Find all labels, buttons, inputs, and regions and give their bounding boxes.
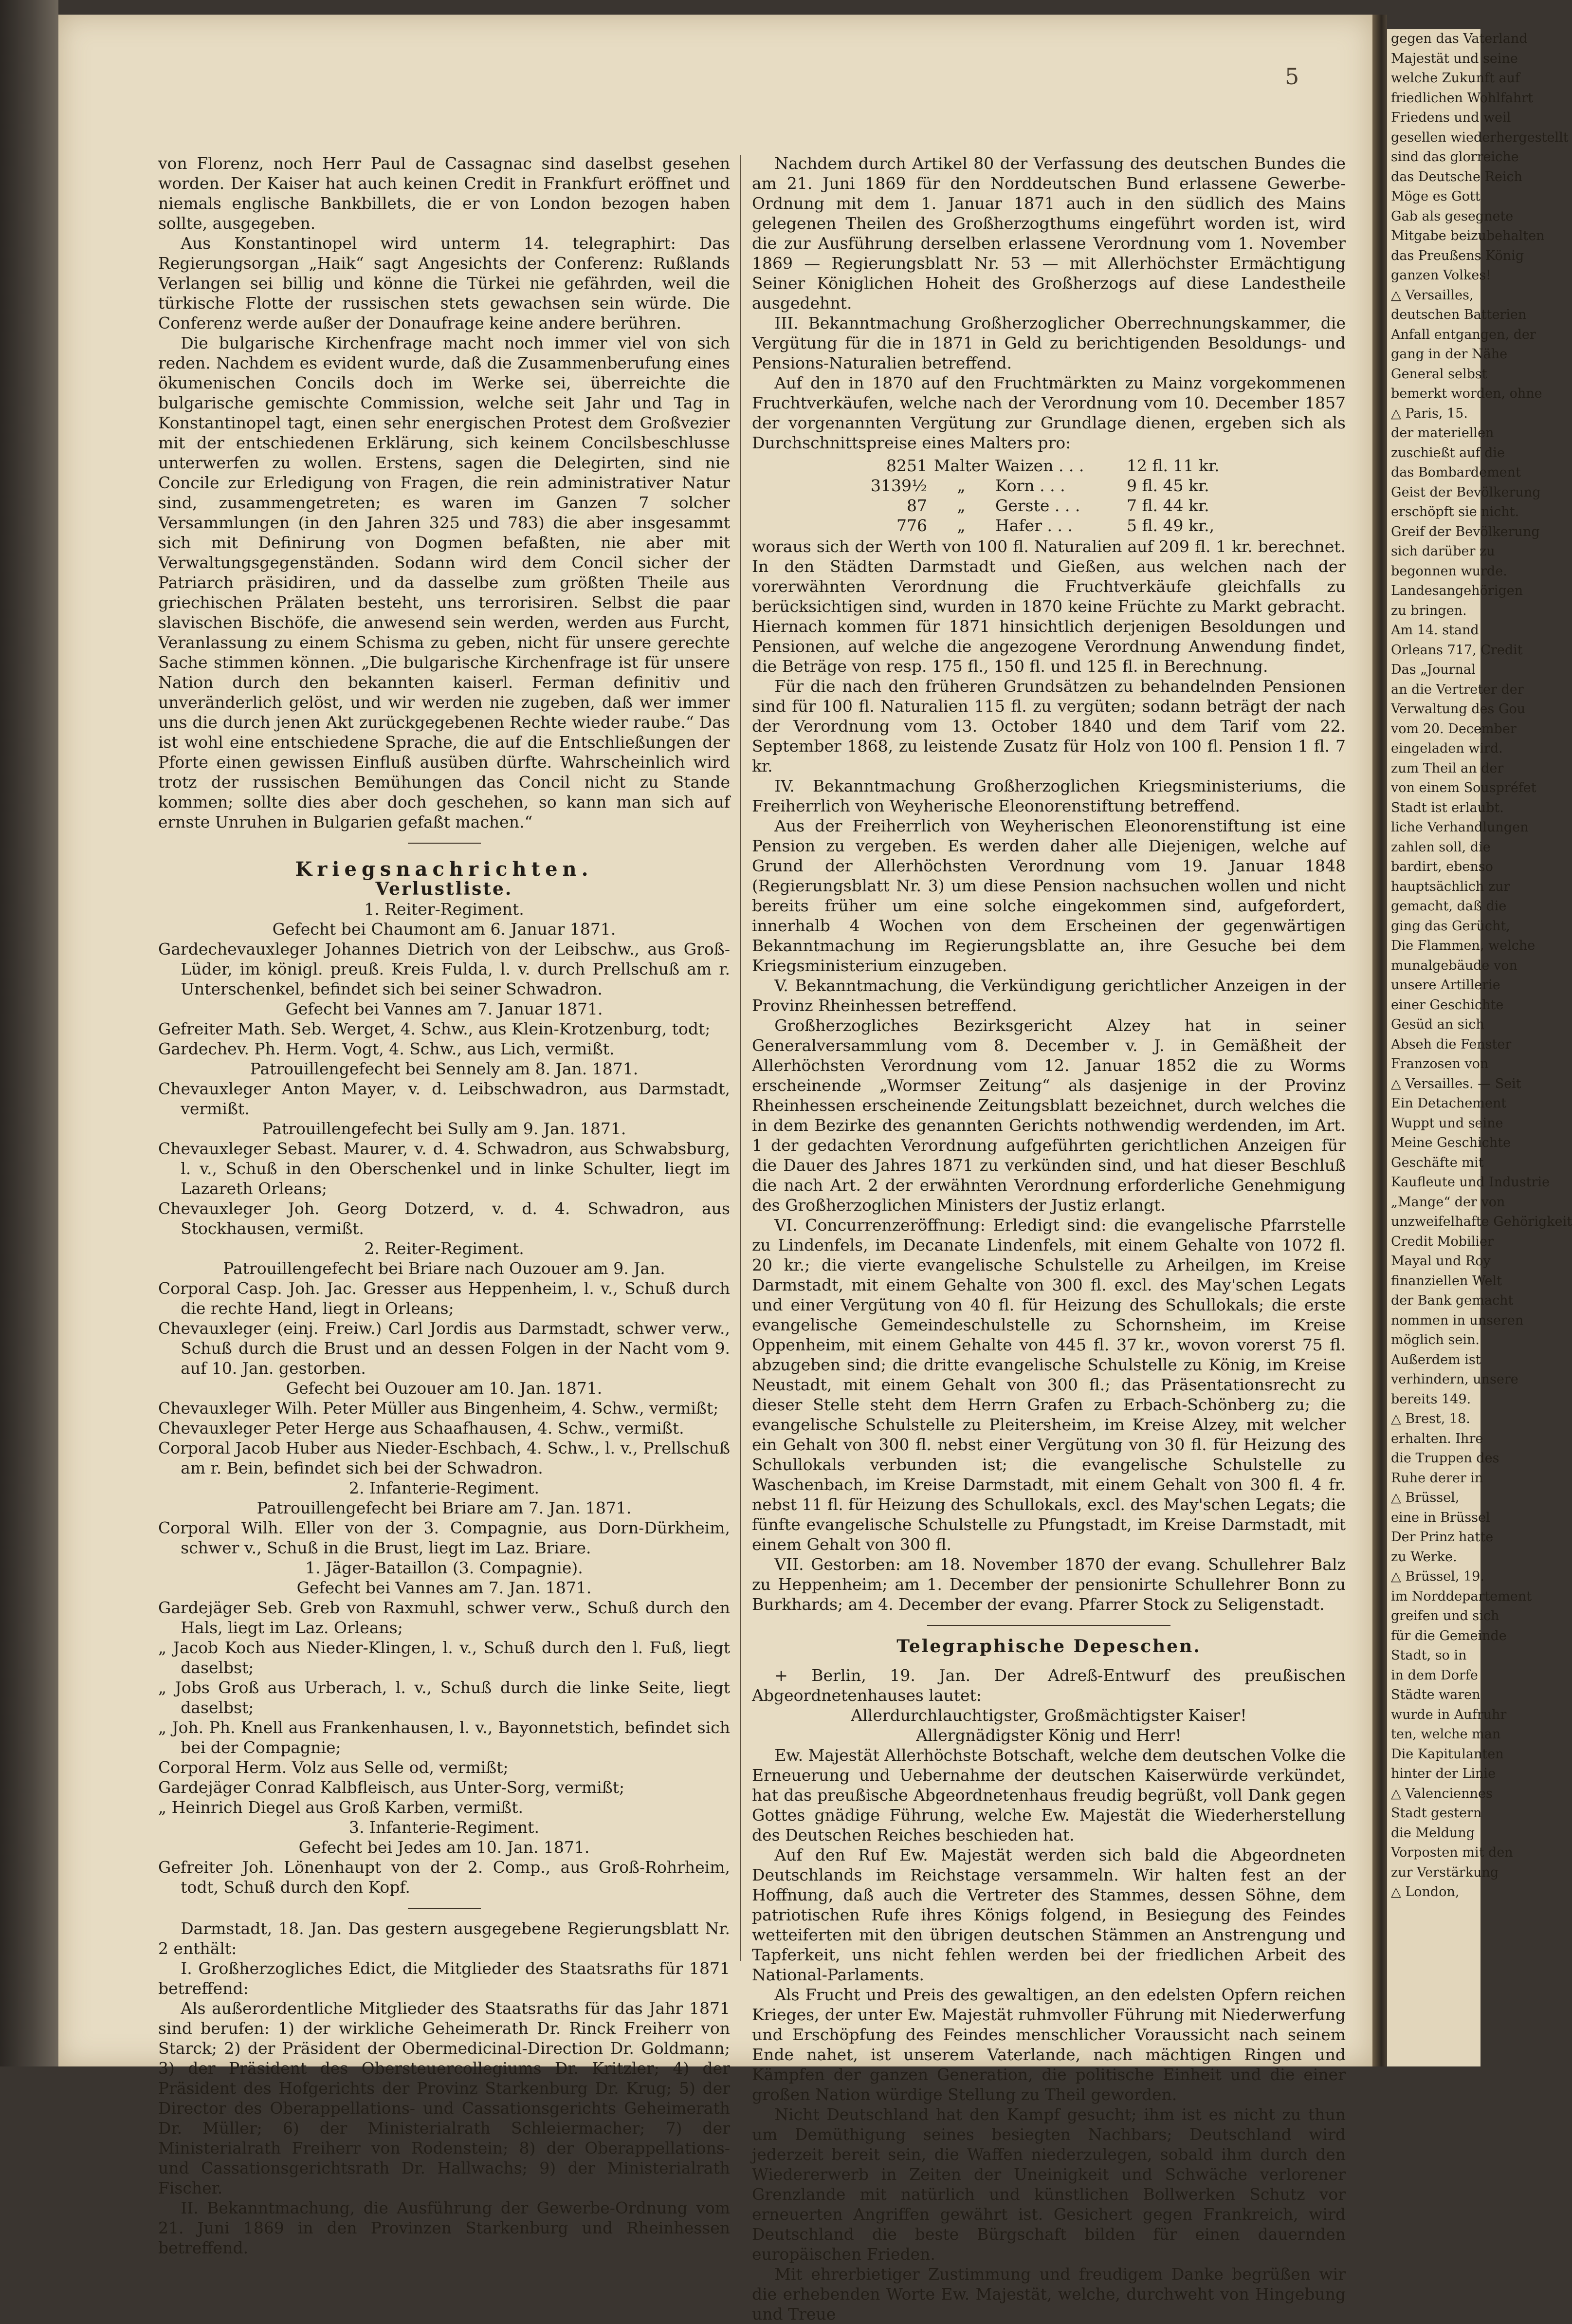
neighbor-line: im Norddepartement [1391, 1588, 1532, 1604]
neighbor-line: Geist der Bevölkerung [1391, 484, 1541, 500]
neighbor-line: General selbst [1391, 366, 1487, 382]
casualty-entry: Corporal Jacob Huber aus Nieder-Eschbach, 4. Schw., l. v., Prellschuß am r. Bein, befindet sich bei der Schwadron. [158, 1439, 730, 1477]
neighbor-line: zur Verstärkung [1391, 1864, 1499, 1880]
neighbor-line: Geschäfte mit [1391, 1155, 1484, 1170]
neighbor-line: Die Flammen, welche [1391, 938, 1535, 953]
casualty-list [158, 1498, 730, 1558]
neighbor-line: Wuppt und seine [1391, 1115, 1503, 1131]
neighbor-line: zu Werke. [1391, 1549, 1457, 1565]
telegraph-heading: Telegraphische Depeschen. [896, 1636, 1201, 1657]
neighbor-line: Friedens und weil [1391, 110, 1511, 125]
right-column [752, 153, 1346, 2324]
section-divider [408, 1908, 481, 1909]
neighbor-line: Verwaltung des Gou [1391, 701, 1526, 717]
price-grain: Korn . . . [995, 476, 1065, 495]
paragraph: Auf den Ruf Ew. Majestät werden sich bald die Abgeordneten Deutschlands im Reichstage versammeln. Wir halten fest an der Hoffnung, daß auch die Vertreter des Stammes, dessen Söhne, dem patriotischen Rufe ihres Königs folgend, in Besiegung des Feindes wetteiferten mit den übrigen deutschen Stämmen an Anstrengung und Tapferkeit, uns nicht fehlen werden bei der friedlichen Arbeit des National-Parlaments. [752, 1845, 1346, 1984]
casualty-entry: Chevauxleger Wilh. Peter Müller aus Bingenheim, 4. Schw., vermißt; [158, 1399, 719, 1418]
casualty-list [158, 1837, 730, 1897]
paragraph: Als Frucht und Preis des gewaltigen, an den edelsten Opfern reichen Krieges, der unter Ew. Majestät ruhmvoller Führung mit Niederwerfung und Erschöpfung des Feindes menschlicher Voraussicht nach seinem Ende nahet, ist unserem Vaterlande, nach mächtigen Ringen und Kämpfen der ganzen Generation, die politische Einheit und die einer großen Nation würdige Stellung zu Theil geworden. [752, 1985, 1346, 2104]
neighbor-line: Möge es Gott [1391, 189, 1481, 204]
casualty-entry: Chevauxleger Joh. Georg Dotzerd, v. d. 4. Schwadron, aus Stockhausen, vermißt. [158, 1199, 730, 1238]
neighbor-line: die Meldung [1391, 1825, 1475, 1841]
casualty-entry: Corporal Casp. Joh. Jac. Gresser aus Heppenheim, l. v., Schuß durch die rechte Hand, liegt in Orleans; [158, 1279, 730, 1318]
neighbor-line: Ein Detachement [1391, 1096, 1507, 1111]
neighbor-line: Gesüd an sich [1391, 1017, 1484, 1032]
neighbor-line: △ Brüssel, [1391, 1490, 1460, 1505]
price-unit: „ [957, 476, 966, 495]
neighbor-line: in dem Dorfe [1391, 1667, 1478, 1683]
neighbor-line: Stadt, so in [1391, 1648, 1467, 1663]
price-row [825, 476, 1346, 496]
casualty-entry: Gardechev. Ph. Herm. Vogt, 4. Schw., aus Lich, vermißt. [158, 1039, 615, 1058]
casualty-list-heading: Verlustliste. [375, 879, 513, 899]
price-qty: 8251 [886, 456, 927, 475]
regiment-heading: 1. Jäger-Bataillon (3. Compagnie). [305, 1558, 583, 1577]
neighbor-page-lines [1387, 29, 1572, 1902]
price-unit: „ [957, 496, 966, 515]
neighbor-line: △ Paris, 15. [1391, 406, 1468, 421]
neighbor-line: △ Versailles, [1391, 287, 1474, 303]
casualty-list [158, 1578, 730, 1817]
neighbor-line: gang in der Nähe [1391, 347, 1508, 362]
neighbor-line: gegen das Vaterland [1391, 31, 1528, 46]
casualty-entry: „ Heinrich Diegel aus Groß Karben, vermißt. [158, 1798, 523, 1817]
casualty-entry: Gardejäger Conrad Kalbfleisch, aus Unter-Sorg, vermißt; [158, 1778, 625, 1797]
neighbor-line: Kaufleute und Industrie [1391, 1175, 1550, 1190]
regiment-heading: 2. Reiter-Regiment. [364, 1239, 524, 1258]
neighbor-line: bemerkt worden, ohne [1391, 386, 1542, 401]
paragraph: + Berlin, 19. Jan. Der Adreß-Entwurf des preußischen Abgeordnetenhauses lautet: [752, 1666, 1346, 1705]
regiment-heading: 3. Infanterie-Regiment. [348, 1818, 540, 1837]
price-grain: Gerste . . . [995, 496, 1080, 515]
neighbor-line: Orleans 717, Credit [1391, 642, 1523, 658]
neighbor-line: Franzosen von [1391, 1056, 1489, 1071]
price-price: 9 fl. 45 kr. [1127, 476, 1209, 495]
neighbor-line: sich darüber zu [1391, 544, 1495, 559]
neighbor-line: greifen und sich [1391, 1608, 1499, 1623]
neighbor-line: Meine Geschichte [1391, 1135, 1511, 1150]
casualty-entry: „ Jobs Groß aus Urberach, l. v., Schuß durch die linke Seite, liegt daselbst; [158, 1678, 730, 1717]
neighbor-line: unsere Artillerie [1391, 978, 1500, 993]
neighbor-line: Mitgabe beizubehalten [1391, 228, 1545, 243]
casualty-entry: Chevauxleger Sebast. Maurer, v. d. 4. Schwadron, aus Schwabsburg, l. v., Schuß in den Oberschenkel und in linke Schulter, liegt im Lazareth Orleans; [158, 1139, 730, 1198]
neighbor-line: Abseh die Fenster [1391, 1036, 1512, 1052]
price-price: 5 fl. 49 kr., [1127, 516, 1215, 535]
engagement-line: Gefecht bei Vannes am 7. Januar 1871. [285, 999, 603, 1018]
neighbor-line: Vorposten mit den [1391, 1845, 1513, 1860]
casualty-entry: Chevauxleger Peter Herge aus Schaafhausen, 4. Schw., vermißt. [158, 1419, 684, 1438]
neighbor-line: ganzen Volkes! [1391, 268, 1491, 283]
neighbor-line: munalgebäude von [1391, 958, 1517, 973]
neighbor-line: gemacht, daß die [1391, 899, 1507, 914]
section-divider [408, 843, 481, 844]
neighbor-line: ging das Gerücht, [1391, 918, 1510, 934]
neighbor-line: Außerdem ist [1391, 1352, 1481, 1367]
neighbor-line: an die Vertreter der [1391, 682, 1524, 697]
engagement-line: Patrouillengefecht bei Sully am 9. Jan. 1871. [262, 1119, 626, 1138]
casualty-list [158, 919, 730, 1238]
engagement-line: Patrouillengefecht bei Briare am 7. Jan. 1871. [256, 1498, 632, 1517]
salutation: Allerdurchlauchtigster, Großmächtigster Kaiser! [851, 1706, 1247, 1725]
neighbor-line: „Mange“ der von [1391, 1194, 1505, 1210]
neighbor-line: sind das glorreiche [1391, 149, 1519, 165]
neighbor-line: Stadt gestern [1391, 1806, 1482, 1821]
war-news-heading: Kriegsnachrichten. [295, 858, 593, 881]
neighbor-line: das Bombardement [1391, 465, 1521, 480]
paragraph: Als außerordentliche Mitglieder des Staatsraths für das Jahr 1871 sind berufen: 1) der wirkliche Geheimerath Dr. Rinck Freiherr von Starck; 2) der Präsident der Obermedicinal-Direction Dr. Goldmann; 3) der Präsident des Obersteuercollegiums Dr. Kritzler; 4) der Präsident des Hofgerichts der Provinz Starkenburg Dr. Krug; 5) der Director des Oberappellations- und Cassationsgerichts Geheimerath Dr. Müller; 6) der Ministerialrath Schleiermacher; 7) der Ministerialrath Freiherr von Rodenstein; 8) der Oberappellations- und Cassationsgerichtsrath Dr. Hallwachs; 9) der Ministerialrath Fischer. [158, 1999, 730, 2197]
salutation: Allergnädigster König und Herr! [916, 1726, 1182, 1745]
price-qty: 776 [896, 516, 927, 535]
neighbor-line: Die Kapitulanten [1391, 1746, 1504, 1762]
neighbor-line: nommen in unseren [1391, 1312, 1524, 1328]
casualty-entry: Corporal Herm. Volz aus Selle od, vermißt; [158, 1758, 509, 1777]
neighbor-line: ten, welche man [1391, 1727, 1501, 1742]
casualty-entry: Chevauxleger (einj. Freiw.) Carl Jordis aus Darmstadt, schwer verw., Schuß durch die Brust und an dessen Folgen in der Nacht vom 9. auf 10. Jan. gestorben. [158, 1319, 730, 1378]
paragraph: III. Bekanntmachung Großherzoglicher Oberrechnungskammer, die Vergütung für die in 1871 in Geld zu berichtigenden Besoldungs- und Pensions-Naturalien betreffend. [752, 314, 1346, 372]
grain-price-table [825, 456, 1346, 535]
column-rule [740, 155, 741, 1961]
price-unit: Malter [933, 456, 989, 475]
neighbor-line: Städte waren [1391, 1687, 1481, 1702]
price-row [825, 456, 1346, 476]
engagement-line: Gefecht bei Jedes am 10. Jan. 1871. [298, 1838, 590, 1857]
paragraph: I. Großherzogliches Edict, die Mitglieder des Staatsraths für 1871 betreffend: [158, 1959, 730, 1998]
neighbor-line: Greif der Bevölkerung [1391, 524, 1540, 539]
neighbor-line: Das „Journal [1391, 662, 1476, 677]
neighbor-line: Am 14. stand [1391, 623, 1479, 638]
neighbor-line: gesellen wiederhergestellt [1391, 129, 1569, 145]
engagement-line: Gefecht bei Chaumont am 6. Januar 1871. [272, 920, 616, 939]
neighbor-line: eingeladen wird. [1391, 741, 1503, 756]
paragraph: IV. Bekanntmachung Großherzoglichen Kriegsministeriums, die Freiherrlich von Weyherische Eleonorenstiftung betreffend. [752, 776, 1346, 815]
paragraph: Aus der Freiherrlich von Weyherischen Eleonorenstiftung ist eine Pension zu vergeben. Es werden daher alle Diejenigen, welche auf Grund der Allerhöchsten Verordnung vom 19. Januar 1848 (Regierungsblatt Nr. 3) um diese Pension nachsuchen wollen und nicht bereits früher um eine solche eingekommen sind, aufgefordert, innerhalb 4 Wochen von dem Erscheinen der gegenwärtigen Bekanntmachung im Regierungsblatte an, ihre Gesuche bei dem Kriegsministerium einzugeben. [752, 816, 1346, 975]
neighbor-line: die Truppen des [1391, 1451, 1499, 1466]
engagement-line: Patrouillengefecht bei Sennely am 8. Jan. 1871. [250, 1059, 639, 1078]
paragraph: Mit ehrerbietiger Zustimmung und freudigem Danke begrüßen wir die erhebenden Worte Ew. Majestät, welche, durchweht von Hingebung und Treue [752, 2265, 1346, 2324]
book-binding [0, 0, 58, 2066]
paragraph: VII. Gestorben: am 18. November 1870 der evang. Schullehrer Balz zu Heppenheim; am 1. December der pensionirte Schullehrer Bonn zu Burkhards; am 4. December der evang. Pfarrer Stock zu Seligenstadt. [752, 1555, 1346, 1614]
paragraph: von Florenz, noch Herr Paul de Cassagnac sind daselbst gesehen worden. Der Kaiser hat auch keinen Credit in Frankfurt eröffnet und niemals englische Bankbillets, die er von London bezogen haben sollte, ausgegeben. [158, 154, 730, 233]
neighbor-line: erschöpft sie nicht. [1391, 504, 1519, 519]
price-qty: 87 [907, 496, 927, 515]
neighbor-line: zu bringen. [1391, 603, 1467, 618]
casualty-entry: Chevauxleger Anton Mayer, v. d. Leibschwadron, aus Darmstadt, vermißt. [158, 1079, 730, 1118]
neighbor-line: hauptsächlich zur [1391, 879, 1510, 894]
neighbor-line: unzweifelhafte Gehörigkeit [1391, 1214, 1572, 1229]
section-divider [927, 1625, 1170, 1626]
neighbor-line: das Preußens König [1391, 248, 1524, 263]
engagement-line: Patrouillengefecht bei Briare nach Ouzouer am 9. Jan. [223, 1259, 665, 1278]
casualty-entry: Gefreiter Math. Seb. Werget, 4. Schw., aus Klein-Krotzenburg, todt; [158, 1019, 711, 1038]
regiment-heading: 2. Infanterie-Regiment. [348, 1478, 540, 1497]
paragraph: Nicht Deutschland hat den Kampf gesucht; ihm ist es nicht zu thun um Demüthigung seines besiegten Nachbars; Deutschland wird jederzeit bereit sein, die Waffen niederzulegen, sobald ihm durch den Wiedererwerb in Zeiten der Uneinigkeit und Schwäche verlorener Grenzlande mit natürlich und künstlichen Bollwerken Schutz vor erneuerten Angriffen gewährt ist. Gesichert gegen Frankreich, wird Deutschland die beste Bürgschaft bilden für einen dauernden europäischen Frieden. [752, 2105, 1346, 2264]
neighbor-line: verhindern, unsere [1391, 1372, 1518, 1387]
regiment-heading: 1. Reiter-Regiment. [364, 900, 524, 919]
paragraph: Aus Konstantinopel wird unterm 14. telegraphirt: Das Regierungsorgan „Haik“ sagt Angesichts der Conferenz: Rußlands Verlangen sei billig und könne die Türkei nie gefährden, weil die türkische Flotte der russischen stets gewachsen sein würde. Die Conferenz werde außer der Donaufrage keine andere berühren. [158, 234, 730, 332]
neighbor-line: Credit Mobilier [1391, 1234, 1494, 1249]
neighbor-line: zahlen soll, die [1391, 839, 1491, 855]
casualty-entry: Corporal Wilh. Eller von der 3. Compagnie, aus Dorn-Dürkheim, schwer v., Schuß in die Brust, liegt im Laz. Briare. [158, 1518, 730, 1557]
neighbor-line: Anfall entgangen, der [1391, 327, 1536, 342]
neighbor-line: Der Prinz hatte [1391, 1530, 1494, 1545]
casualty-entry: Gefreiter Joh. Lönenhaupt von der 2. Comp., aus Groß-Rohrheim, todt, Schuß durch den Kopf. [158, 1858, 730, 1897]
neighbor-line: zum Theil an der [1391, 760, 1504, 776]
price-qty: 3139½ [871, 476, 927, 495]
neighbor-line: Landesangehörigen [1391, 583, 1523, 598]
neighbor-line: eine in Brüssel [1391, 1510, 1490, 1525]
neighbor-line: vom 20. December [1391, 721, 1517, 737]
paragraph: V. Bekanntmachung, die Verkündigung gerichtlicher Anzeigen in der Provinz Rheinhessen betreffend. [752, 976, 1346, 1015]
neighbor-line: deutschen Batterien [1391, 307, 1527, 322]
paragraph: Auf den in 1870 auf den Fruchtmärkten zu Mainz vorgekommenen Fruchtverkäufen, welche nach der Verordnung vom 10. December 1857 der vorgenannten Vergütung zur Grundlage dienen, ergeben sich als Durchschnittspreise eines Malters pro: [752, 373, 1346, 452]
neighbor-line: begonnen wurde. [1391, 563, 1507, 579]
neighbor-line: finanziellen Welt [1391, 1273, 1502, 1289]
paragraph: Nachdem durch Artikel 80 der Verfassung des deutschen Bundes die am 21. Juni 1869 für den Norddeutschen Bund erlassene Gewerbe-Ordnung mit dem 1. Januar 1871 auch in den südlich des Mains gelegenen Theilen des Großherzogthums eingeführt worden ist, wird die zur Ausführung derselben erlassene Verordnung vom 1. November 1869 — Regierungsblatt Nr. 53 — mit Allerhöchster Ermächtigung Seiner Königlichen Hoheit des Großherzogs auf diese Landestheile ausgedehnt. [752, 154, 1346, 313]
casualty-entry: „ Jacob Koch aus Nieder-Klingen, l. v., Schuß durch den l. Fuß, liegt daselbst; [158, 1638, 730, 1677]
neighbor-line: △ Brest, 18. [1391, 1411, 1470, 1426]
neighbor-line: möglich sein. [1391, 1332, 1480, 1347]
neighbor-line: welche Zukunft auf [1391, 71, 1520, 86]
neighbor-page-fragment [1387, 29, 1572, 2066]
neighbor-line: der Bank gemacht [1391, 1293, 1514, 1308]
neighbor-line: Gab als gesegnete [1391, 208, 1514, 224]
neighbor-line: der materiellen [1391, 425, 1494, 441]
neighbor-line: für die Gemeinde [1391, 1628, 1507, 1643]
neighbor-line: hinter der Linie [1391, 1766, 1496, 1781]
page-gutter [1372, 15, 1387, 2066]
neighbor-line: Majestät und seine [1391, 51, 1518, 66]
paragraph: II. Bekanntmachung, die Ausführung der Gewerbe-Ordnung vom 21. Juni 1869 in den Provinzen Starkenburg und Rheinhessen betreffend. [158, 2198, 730, 2257]
neighbor-line: △ Brüssel, 19. [1391, 1569, 1484, 1584]
neighbor-line: liche Verhandlungen [1391, 820, 1529, 835]
price-price: 7 fl. 44 kr. [1127, 496, 1209, 515]
neighbor-line: Stadt ist erlaubt. [1391, 800, 1504, 815]
casualty-entry: Gardechevauxleger Johannes Dietrich von der Leibschw., aus Groß-Lüder, im königl. preuß. Kreis Fulda, l. v. durch Prellschuß am r. Unterschenkel, befindet sich bei seiner Schwadron. [158, 940, 730, 998]
neighbor-line: bardirt, ebenso [1391, 859, 1493, 874]
neighbor-line: friedlichen Wohlfahrt [1391, 90, 1533, 106]
neighbor-line: Ruhe derer in [1391, 1470, 1483, 1486]
neighbor-line: das Deutsche Reich [1391, 169, 1523, 184]
price-price: 12 fl. 11 kr. [1127, 456, 1220, 475]
neighbor-line: zuschießt auf die [1391, 445, 1505, 461]
price-row [825, 516, 1346, 535]
neighbor-line: einer Geschichte [1391, 997, 1504, 1013]
page-number: 5 [1285, 63, 1299, 90]
paragraph: Die bulgarische Kirchenfrage macht noch immer viel von sich reden. Nachdem es evident wurde, daß die Zusammenberufung eines ökumenischen Concils doch im Werke sei, überreichte die bulgarische gemischte Commission, welche seit Jahr und Tag in Konstantinopel tagt, einen sehr energischen Protest dem Großvezier mit der entschiedenen Erklärung, sich keinem Concilsbeschlusse unterwerfen zu wollen. Erstens, sagen die Delegirten, sind nie Concile zur Erledigung von Fragen, die rein administrativer Natur sind, zusammengetreten; es waren im Ganzen 7 solcher Versammlungen (in den Jahren 325 und 783) die aber insgesammt sich mit Definirung von Dogmen befaßten, nie aber mit Verwaltungsgegenständen. Sodann wird dem Concil sicher der Patriarch präsidiren, und da dasselbe zum größten Theile aus griechischen Prälaten besteht, uns terrorisiren. Selbst die paar slavischen Bischöfe, die anwesend sein werden, werden aus Furcht, Veranlassung zu einem Schisma zu geben, nicht für unsere gerechte Sache stimmen können. „Die bulgarische Kirchenfrage ist für unsere Nation durch den bekannten kaiserl. Ferman definitiv und unveränderlich gelöst, und wir werden nie zugeben, daß wer immer uns die durch jenen Akt zurückgegebenen Rechte wieder raube.“ Das ist wohl eine entschiedene Sprache, die auf die Entschließungen der Pforte einen gewissen Einfluß ausüben dürfte. Wahrscheinlich wird trotz der russischen Bemühungen das Concil nicht zu Stande kommen; sollte dies aber doch geschehen, so kann man sich auf ernste Unruhen in Bulgarien gefaßt machen.“ [158, 333, 730, 831]
neighbor-line: △ Versailles. — Seit [1391, 1076, 1521, 1091]
paragraph: woraus sich der Werth von 100 fl. Naturalien auf 209 fl. 1 kr. berechnet. In den Städten Darmstadt und Gießen, aus welchen nach der vorerwähnten Verordnung die Fruchtverkäufe gleichfalls zu berücksichtigen sind, wurden in 1870 keine Früchte zu Markt gebracht. Hiernach kommen für 1871 hinsichtlich derjenigen Besoldungen und Pensionen, auf welche die angezogene Verordnung Anwendung findet, die Beträge von resp. 175 fl., 150 fl. und 125 fl. in Berechnung. [752, 537, 1346, 676]
casualty-entry: Gardejäger Seb. Greb von Raxmuhl, schwer verw., Schuß durch den Hals, liegt im Laz. Orleans; [158, 1598, 730, 1637]
paragraph: Für die nach den früheren Grundsätzen zu behandelnden Pensionen sind für 100 fl. Naturalien 115 fl. zu vergüten; sodann beträgt der nach der Verordnung vom 13. October 1840 und dem Tarif vom 22. September 1868, zu leistende Zusatz für Holz von 100 fl. Pension 1 fl. 7 kr. [752, 677, 1346, 775]
neighbor-line: Mayal und Roy [1391, 1254, 1491, 1269]
left-column [158, 153, 730, 2258]
price-grain: Hafer . . . [995, 516, 1073, 535]
paragraph: Ew. Majestät Allerhöchste Botschaft, welche dem deutschen Volke die Erneuerung und Uebernahme der deutschen Kaiserwürde verkündet, hat das preußische Abgeordnetenhaus freudig begrüßt, voll Dank gegen Gottes gnädige Führung, welche Ew. Majestät die Wiederherstellung des Deutschen Reiches beschieden hat. [752, 1746, 1346, 1844]
neighbor-line: erhalten. Ihre [1391, 1431, 1483, 1446]
price-row [825, 496, 1346, 516]
paragraph: VI. Concurrenzeröffnung: Erledigt sind: die evangelische Pfarrstelle zu Lindenfels, im Decanate Lindenfels, mit einem Gehalte von 1072 fl. 20 kr.; die vierte evangelische Schulstelle zu Arheilgen, im Kreise Darmstadt, mit einem Gehalte von 300 fl. excl. des May'schen Legats und einer Vergütung von 40 fl. für Heizung des Schullokals; die erste evangelische Gemeindeschulstelle zu Schornsheim, im Kreise Oppenheim, mit einem Gehalte von 445 fl. 37 kr., wovon vorerst 75 fl. abzugeben sind; die dritte evangelische Schulstelle zu König, im Kreise Neustadt, mit einem Gehalt von 300 fl.; das Präsentationsrecht zu dieser Stelle steht dem Herrn Grafen zu Erbach-Schönberg zu; die evangelische Schulstelle zu Pleitersheim, im Kreise Alzey, mit welcher ein Gehalt von 300 fl. nebst einer Vergütung von 30 fl. für Heizung des Schullokals verbunden ist; die evangelische Schulstelle zu Waschenbach, im Kreise Darmstadt, mit einem Gehalt von 300 fl. 4 fr. nebst 11 fl. für Heizung des Schullokals, excl. des May'schen Legats; die fünfte evangelische Schulstelle zu Pfungstadt, im Kreise Darmstadt, mit einem Gehalt von 300 fl. [752, 1216, 1346, 1554]
neighbor-line: △ London, [1391, 1884, 1460, 1900]
casualty-entry: „ Joh. Ph. Knell aus Frankenhausen, l. v., Bayonnetstich, befindet sich bei der Compagnie; [158, 1718, 730, 1757]
neighbor-line: △ Valenciennes [1391, 1786, 1493, 1801]
casualty-list [158, 1258, 730, 1478]
price-unit: „ [957, 516, 966, 535]
neighbor-line: bereits 149. [1391, 1391, 1471, 1407]
paragraph: Großherzogliches Bezirksgericht Alzey hat in seiner Generalversammlung vom 8. December v. J. in Gemäßheit der Allerhöchsten Verordnung vom 12. Januar 1852 die zu Worms erscheinende „Wormser Zeitung“ als dasjenige in der Provinz Rheinhessen erscheinende Zeitungsblatt bezeichnet, durch welches die in dem Bezirke des genannten Gerichts nothwendig werdenden, im Art. 1 der gedachten Verordnung aufgeführten gerichtlichen Anzeigen für die Dauer des Jahres 1871 zu verkünden sind, und hat dieser Beschluß die nach Art. 2 der erwähnten Verordnung erforderliche Genehmigung des Großherzoglichen Ministers der Justiz erlangt. [752, 1016, 1346, 1215]
neighbor-line: von einem Souspréfet [1391, 780, 1536, 795]
engagement-line: Gefecht bei Ouzouer am 10. Jan. 1871. [286, 1379, 603, 1398]
price-grain: Waizen . . . [995, 456, 1084, 475]
paragraph: Darmstadt, 18. Jan. Das gestern ausgegebene Regierungsblatt Nr. 2 enthält: [158, 1919, 730, 1958]
engagement-line: Gefecht bei Vannes am 7. Jan. 1871. [296, 1578, 592, 1597]
neighbor-line: wurde in Aufruhr [1391, 1707, 1507, 1722]
